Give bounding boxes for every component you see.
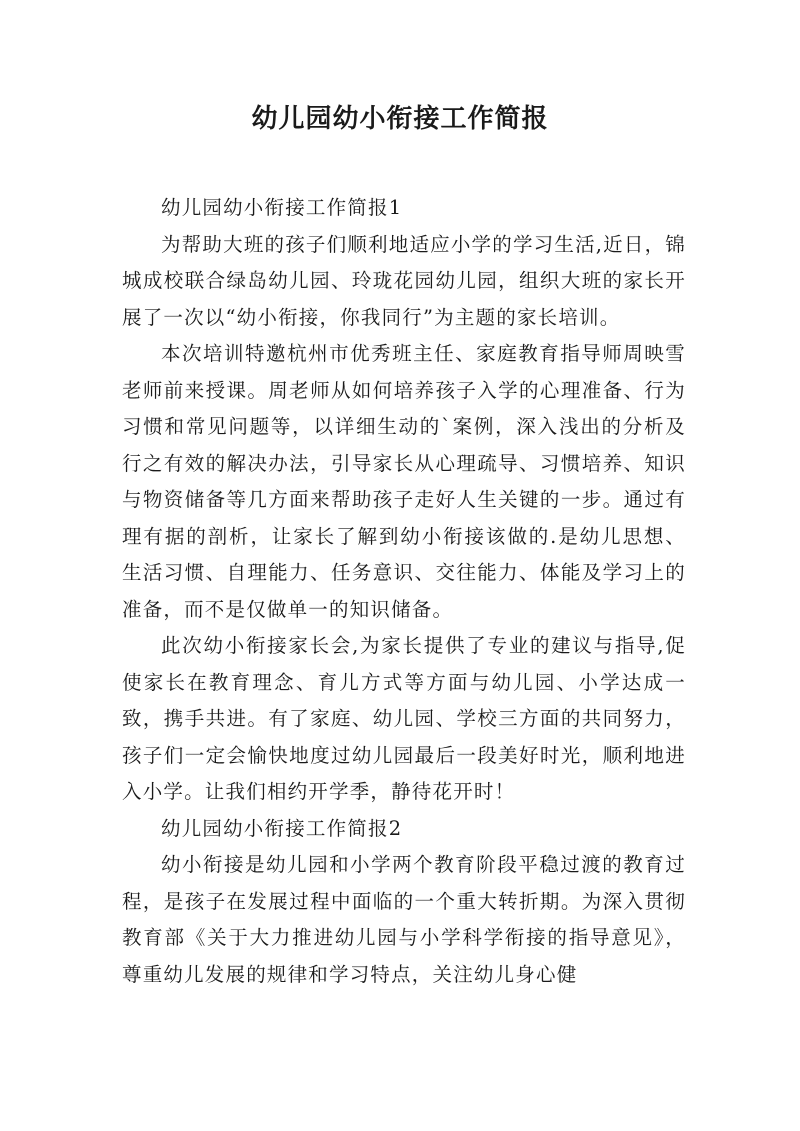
document-body [122,190,686,993]
section-heading-1: 幼儿园幼小衔接工作简报1 [161,196,403,219]
body-paragraph-4: 幼小衔接是幼儿园和小学两个教育阶段平稳过渡的教育过程，是孩子在发展过程中面临的一个重大转折期。为深入贯彻教育部《关于大力推进幼儿园与小学科学衔接的指导意见》，尊重幼儿发展的规律和学习特点，关注幼儿身心健 [122,853,686,986]
section-heading-2: 幼儿园幼小衔接工作简报2 [161,816,403,840]
body-paragraph-2: 本次培训特邀杭州市优秀班主任、家庭教育指导师周映雪老师前来授课。周老师从如何培养孩子入学的心理准备、行为习惯和常见问题等，以详细生动的`案例，深入浅出的分析及行之有效的解决办法，引导家长从心理疏导、习惯培养、知识与物资储备等几方面来帮助孩子走好人生关键的一步。通过有理有据的剖析，让家长了解到幼小衔接该做的.是幼儿思想、生活习惯、自理能力、任务意识、交往能力、体能及学习上的准备，而不是仅做单一的知识储备。 [122,342,686,621]
body-paragraph-3: 此次幼小衔接家长会,为家长提供了专业的建议与指导,促使家长在教育理念、育儿方式等方面与幼儿园、小学达成一致，携手共进。有了家庭、幼儿园、学校三方面的共同努力，孩子们一定会愉快地度过幼儿园最后一段美好时光，顺利地进入小学。让我们相约开学季，静待花开时！ [122,634,686,803]
document-title: 幼儿园幼小衔接工作简报 [251,104,549,134]
body-paragraph-1: 为帮助大班的孩子们顺利地适应小学的学习生活,近日，锦城成校联合绿岛幼儿园、玲珑花园幼儿园，组织大班的家长开展了一次以“幼小衔接，你我同行”为主题的家长培训。 [122,232,686,329]
